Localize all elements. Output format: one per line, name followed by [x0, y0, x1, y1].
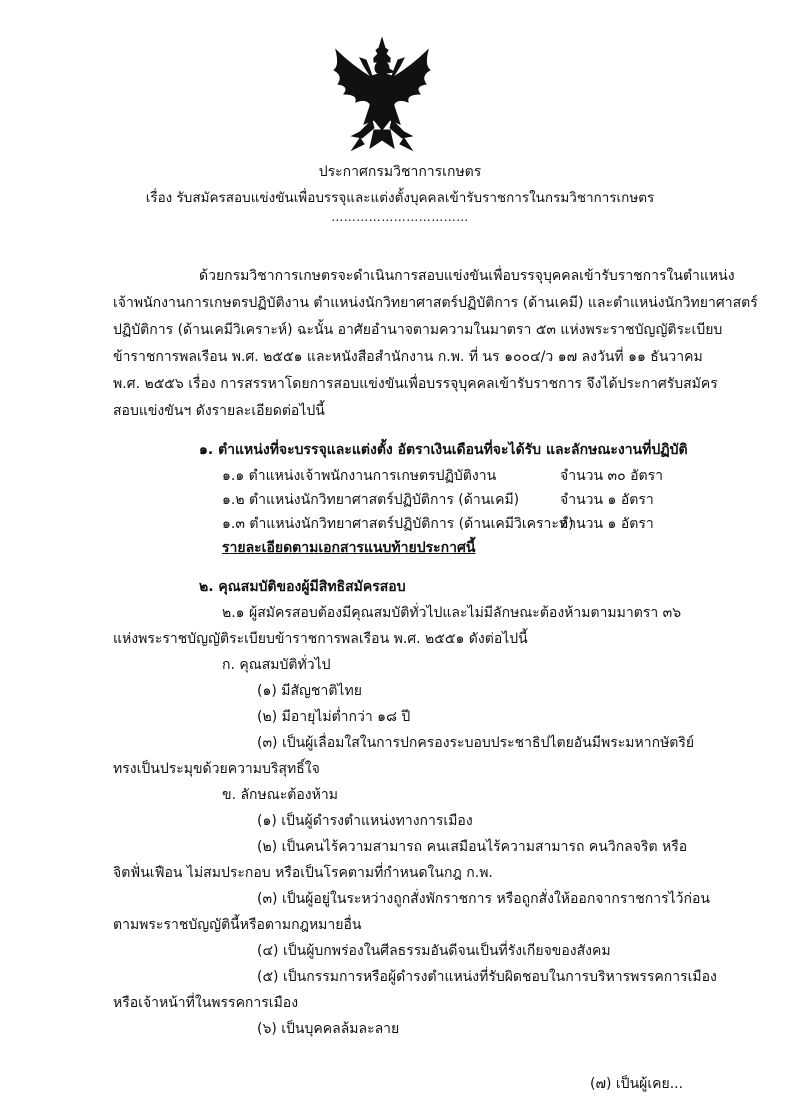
prohibited-item-5-line-1: (๕) เป็นกรรมการหรือผู้ดำรงตำแหน่งที่รับผิดชอบในการบริหารพรรคการเมือง: [257, 969, 717, 985]
position-3-label: ๑.๓ ตำแหน่งนักวิทยาศาสตร์ปฏิบัติการ (ด้านเคมีวิเคราะห์): [222, 516, 574, 532]
position-1-count: จำนวน ๓๐ อัตรา: [560, 468, 663, 484]
prohibited-item-1: (๑) เป็นผู้ดำรงตำแหน่งทางการเมือง: [257, 813, 473, 829]
intro-line-1: ด้วยกรมวิชาการเกษตรจะดำเนินการสอบแข่งขันเพื่อบรรจุบุคคลเข้ารับราชการในตำแหน่ง: [199, 268, 735, 284]
intro-line-2: เจ้าพนักงานการเกษตรปฏิบัติงาน ตำแหน่งนักวิทยาศาสตร์ปฏิบัติการ (ด้านเคมี) และตำแหน่งนักวิทยาศาสตร์: [113, 295, 758, 311]
general-qualifications-heading: ก. คุณสมบัติทั่วไป: [222, 657, 331, 673]
section-2-heading: ๒. คุณสมบัติของผู้มีสิทธิสมัครสอบ: [199, 579, 406, 595]
announcement-title: ประกาศกรมวิชาการเกษตร: [318, 164, 482, 180]
continuation-marker: (๗) เป็นผู้เคย...: [590, 1076, 684, 1092]
clause-2-1-line-2: แห่งพระราชบัญญัติระเบียบข้าราชการพลเรือน พ.ศ. ๒๕๕๑ ดังต่อไปนี้: [113, 631, 528, 647]
general-item-3-line-1: (๓) เป็นผู้เลื่อมใสในการปกครองระบอบประชาธิปไตยอันมีพระมหากษัตริย์: [257, 735, 695, 751]
prohibited-item-2-line-2: จิตฟั่นเฟือน ไม่สมประกอบ หรือเป็นโรคตามที่กำหนดในกฎ ก.พ.: [113, 865, 493, 881]
prohibited-item-3-line-2: ตามพระราชบัญญัตินี้หรือตามกฎหมายอื่น: [113, 917, 362, 933]
announcement-subject: เรื่อง รับสมัครสอบแข่งขันเพื่อบรรจุและแต่งตั้งบุคคลเข้ารับราชการในกรมวิชาการเกษตร: [145, 190, 655, 206]
general-item-2: (๒) มีอายุไม่ต่ำกว่า ๑๘ ปี: [257, 709, 411, 725]
position-2-label: ๑.๒ ตำแหน่งนักวิทยาศาสตร์ปฏิบัติการ (ด้านเคมี): [222, 492, 520, 508]
prohibited-item-5-line-2: หรือเจ้าหน้าที่ในพรรคการเมือง: [113, 995, 299, 1011]
prohibited-heading: ข. ลักษณะต้องห้าม: [222, 787, 338, 803]
position-1-label: ๑.๑ ตำแหน่งเจ้าพนักงานการเกษตรปฏิบัติงาน: [222, 468, 497, 484]
attachment-note: รายละเอียดตามเอกสารแนบท้ายประกาศนี้: [222, 540, 476, 556]
prohibited-item-6: (๖) เป็นบุคคลล้มละลาย: [257, 1021, 400, 1037]
intro-line-3: ปฏิบัติการ (ด้านเคมีวิเคราะห์) ฉะนั้น อาศัยอำนาจตามความในมาตรา ๕๓ แห่งพระราชบัญญัติระเบียบ: [113, 322, 723, 338]
garuda-emblem-icon: [330, 36, 434, 156]
separator-dots: ……………………………: [331, 210, 469, 224]
general-item-1: (๑) มีสัญชาติไทย: [257, 683, 362, 699]
position-2-count: จำนวน ๑ อัตรา: [560, 492, 654, 508]
intro-line-4: ข้าราชการพลเรือน พ.ศ. ๒๕๕๑ และหนังสือสำนักงาน ก.พ. ที่ นร ๑๐๐๔/ว ๑๗ ลงวันที่ ๑๑ ธันวาคม: [113, 349, 703, 365]
prohibited-item-3-line-1: (๓) เป็นผู้อยู่ในระหว่างถูกสั่งพักราชการ หรือถูกสั่งให้ออกจากราชการไว้ก่อน: [257, 891, 710, 907]
position-3-count: จำนวน ๑ อัตรา: [560, 516, 654, 532]
prohibited-item-4: (๔) เป็นผู้บกพร่องในศีลธรรมอันดีจนเป็นที่รังเกียจของสังคม: [257, 943, 611, 959]
prohibited-item-2-line-1: (๒) เป็นคนไร้ความสามารถ คนเสมือนไร้ความสามารถ คนวิกลจริต หรือ: [257, 839, 688, 855]
section-1-heading: ๑. ตำแหน่งที่จะบรรจุและแต่งตั้ง อัตราเงินเดือนที่จะได้รับ และลักษณะงานที่ปฏิบัติ: [199, 442, 688, 458]
clause-2-1-line-1: ๒.๑ ผู้สมัครสอบต้องมีคุณสมบัติทั่วไปและไม่มีลักษณะต้องห้ามตามมาตรา ๓๖: [222, 605, 682, 621]
intro-line-6: สอบแข่งขันฯ ดังรายละเอียดต่อไปนี้: [113, 403, 325, 419]
general-item-3-line-2: ทรงเป็นประมุขด้วยความบริสุทธิ์ใจ: [113, 761, 320, 777]
intro-line-5: พ.ศ. ๒๕๕๖ เรื่อง การสรรหาโดยการสอบแข่งขันเพื่อบรรจุบุคคลเข้ารับราชการ จึงได้ประกาศรับสมัคร: [113, 376, 718, 392]
